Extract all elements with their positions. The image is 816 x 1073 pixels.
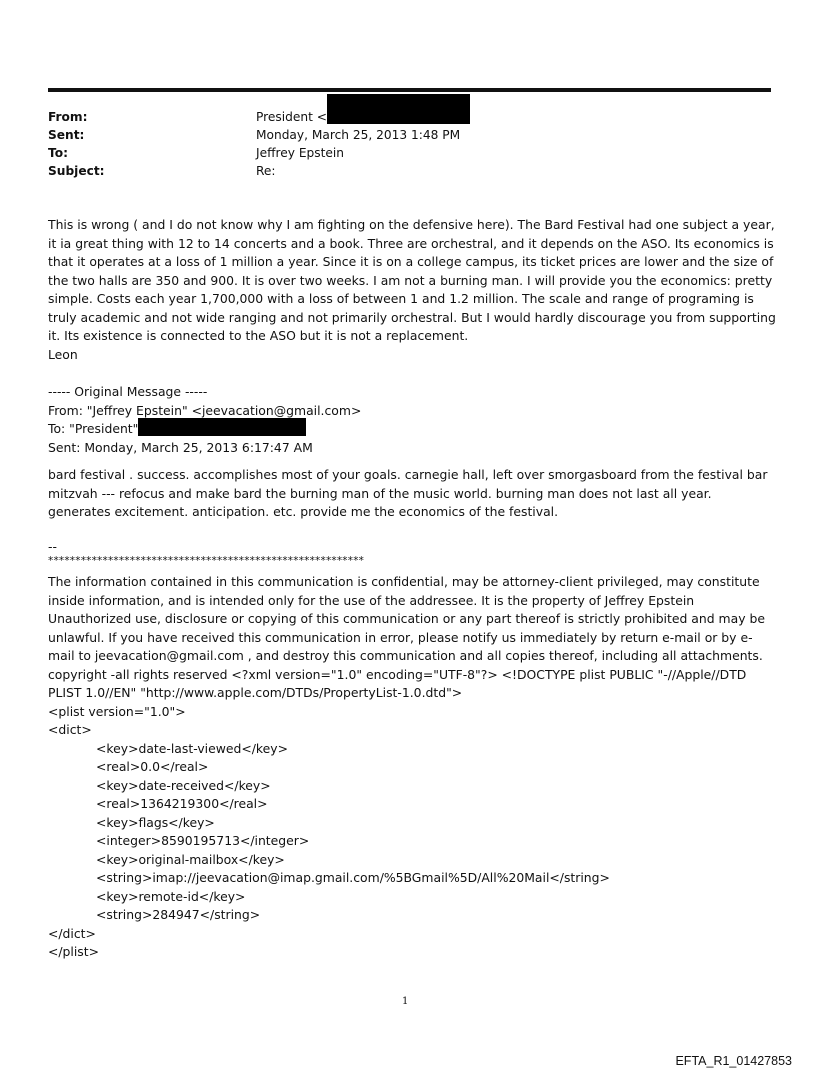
plist-line: <string>imap://jeevacation@imap.gmail.com/%5BGmail%5D/All%20Mail</string> [96,870,610,885]
star-divider [48,555,776,567]
plist-line: </plist> [48,944,100,959]
plist-line: <key>flags</key> [96,814,215,830]
plist-line: <real>1364219300</real> [96,796,268,811]
message-body [48,216,776,364]
header-rule [48,88,771,92]
plist-line: <key>remote-id</key> [96,888,246,904]
from-value-text: President < [256,110,327,124]
to-label: To: [48,146,68,160]
original-to-text: To: "President" [48,421,139,436]
sig-sep: -- [48,539,57,554]
plist-line: <real>0.0</real> [96,759,209,774]
plist-line: <integer>8590195713</integer> [96,833,310,848]
body-paragraph: This is wrong ( and I do not know why I am fighting on the defensive here). The Bard Festival had one subject a year, it ia great thing with 12 to 14 concerts and a book. Three are orchestral, and it depends on the ASO. Its economics is that it operates at a loss of 1 million a year. Since it is on a college campus, its ticket prices are lower and the size of the two halls are 350 and 900. It is over two weeks. I am not a burning man. I will provide you the economics: pretty simple. Costs each year 1,700,000 with a loss of between 1 and 1.2 million. The scale and range of programing is truly academic and not wide ranging and not primarily orchestral. But I would hardly discourage you from supporting it. Its existence is connected to the ASO but it is not a replacement. [48,217,776,343]
original-to [48,420,776,439]
signature: Leon [48,346,78,362]
plist-line: <string>284947</string> [96,907,261,922]
disclaimer-block [48,573,776,962]
stars-line: ********************************************************** [48,555,365,567]
page-number: 1 [402,996,409,1007]
original-divider: ----- Original Message ----- [48,384,208,399]
bates-number: EFTA_R1_01427853 [675,1054,792,1068]
sent-value: Monday, March 25, 2013 1:48 PM [256,128,461,142]
to-value: Jeffrey Epstein [256,146,344,160]
plist-line: </dict> [48,925,96,941]
sent-label: Sent: [48,128,85,142]
original-message-body [48,466,776,522]
original-from: From: "Jeffrey Epstein" <jeevacation@gmail.com> [48,402,362,418]
from-label: From: [48,110,88,124]
plist-line: <key>date-last-viewed</key> [96,740,288,756]
original-message-header [48,383,776,457]
plist-line: <key>date-received</key> [96,777,271,793]
plist-line: <key>original-mailbox</key> [96,851,285,867]
original-sent: Sent: Monday, March 25, 2013 6:17:47 AM [48,439,313,455]
redaction-box [138,418,306,436]
redaction-box [327,94,470,124]
plist-line: <dict> [48,722,92,737]
signature-separator [48,538,776,557]
disclaimer: The information contained in this communication is confidential, may be attorney-client privileged, may constitute inside information, and is intended only for the use of the addressee. It is the property of Jeffrey Epstein Unauthorized use, disclosure or copying of this communication or any part thereof is strictly prohibited and may be unlawful. If you have received this communication in error, please notify us immediately by return e-mail or by e-mail to jeevacation@gmail.com , and destroy this communication and all copies thereof, including all attachments. copyright -all rights reserved <?xml version="1.0" encoding="UTF-8"?> <!DOCTYPE plist PUBLIC "-//Apple//DTD PLIST 1.0//EN" "http://www.apple.com/DTDs/PropertyList-1.0.dtd"> [48,574,765,700]
plist-line: <plist version="1.0"> [48,703,186,719]
original-body: bard festival . success. accomplishes most of your goals. carnegie hall, left over smorgasboard from the festival bar mitzvah --- refocus and make bard the burning man of the music world. burning man does not last all year. generates excitement. anticipation. etc. provide me the economics of the festival. [48,467,768,519]
subject-value: Re: [256,164,276,178]
subject-label: Subject: [48,164,105,178]
